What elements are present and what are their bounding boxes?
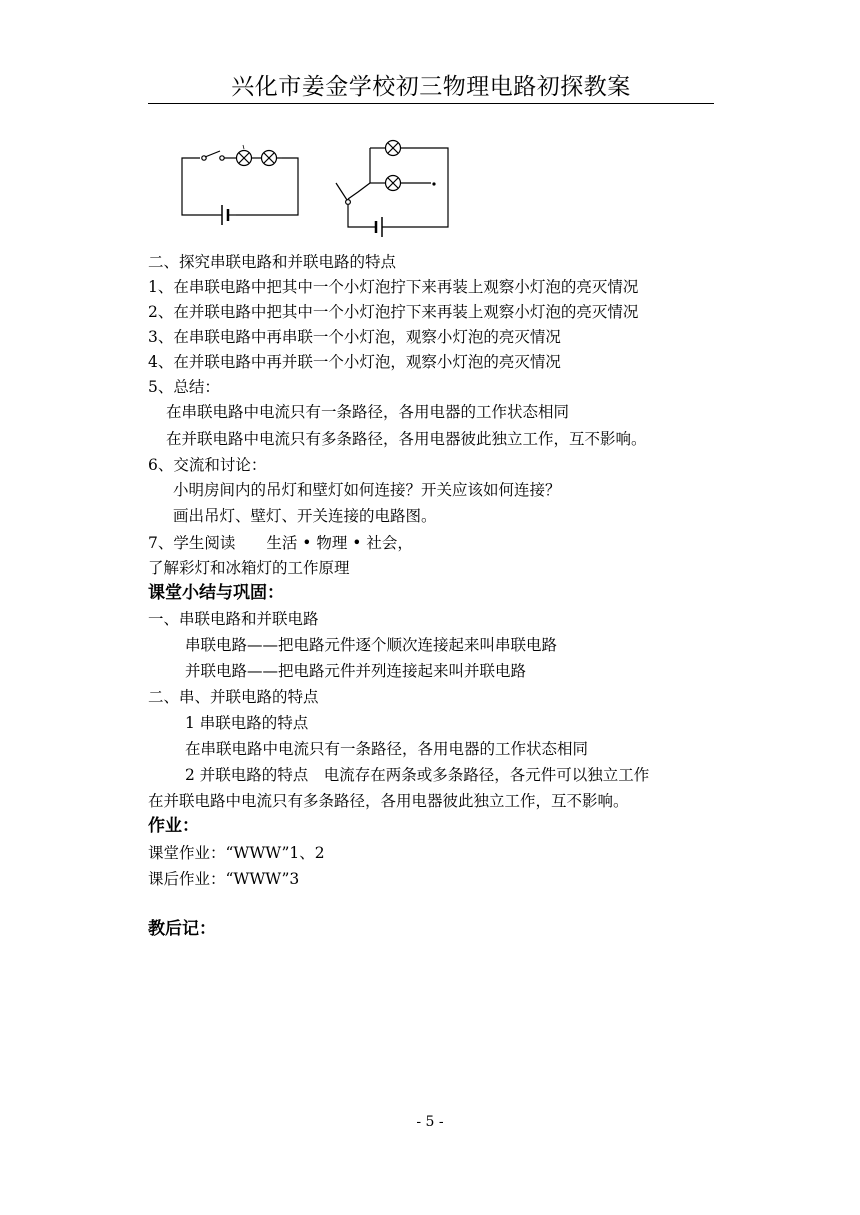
series-circuit-diagram [182,145,298,225]
summary-text: 在串联电路中电流只有一条路径，各用电器的工作状态相同 [166,403,570,421]
body-text: 了解彩灯和冰箱灯的工作原理 [148,559,350,577]
subheading: 一、串联电路和并联电路 [148,610,319,628]
definition-text: 并联电路——把电路元件并列连接起来叫并联电路 [185,662,527,680]
list-item: 1、在串联电路中把其中一个小灯泡拧下来再装上观察小灯泡的亮灭情况 [148,278,639,296]
definition-text: 串联电路——把电路元件逐个顺次连接起来叫串联电路 [185,636,558,654]
subheading: 二、串、并联电路的特点 [148,688,319,706]
homework-item: 课堂作业：“WWW”1、2 [148,844,325,862]
list-item: 4、在并联电路中再并联一个小灯泡，观察小灯泡的亮灭情况 [148,353,561,371]
body-text: 在串联电路中电流只有一条路径，各用电器的工作状态相同 [185,740,589,758]
discussion-text: 画出吊灯、壁灯、开关连接的电路图。 [173,507,437,525]
list-item: 6、交流和讨论： [148,456,267,474]
body-text: 在并联电路中电流只有多条路径，各用电器彼此独立工作，互不影响。 [148,792,629,810]
section-heading-homework: 作业： [148,816,199,836]
page-header-title: 兴化市姜金学校初三物理电路初探教案 [231,74,631,100]
list-item: 7、学生阅读 生活 • 物理 • 社会， [148,534,413,552]
section-heading-reflection: 教后记： [148,919,216,939]
section-heading-explore: 二、探究串联电路和并联电路的特点 [148,253,397,271]
homework-item: 课后作业：“WWW”3 [148,870,300,888]
list-item: 5、总结： [148,378,220,396]
parallel-circuit-diagram [336,141,448,238]
list-item: 3、在串联电路中再串联一个小灯泡，观察小灯泡的亮灭情况 [148,328,561,346]
section-heading-summary: 课堂小结与巩固： [148,583,284,603]
body-text: 2 并联电路的特点 电流存在两条或多条路径，各元件可以独立工作 [185,766,650,784]
page-number: - 5 - [416,1114,444,1130]
list-item: 2、在并联电路中把其中一个小灯泡拧下来再装上观察小灯泡的亮灭情况 [148,303,639,321]
header-rule [148,103,714,104]
subheading: 1 串联电路的特点 [185,714,309,732]
discussion-text: 小明房间内的吊灯和壁灯如何连接？开关应该如何连接？ [173,481,561,499]
circuit-diagrams [148,135,478,250]
summary-text: 在并联电路中电流只有多条路径，各用电器彼此独立工作，互不影响。 [166,430,647,448]
